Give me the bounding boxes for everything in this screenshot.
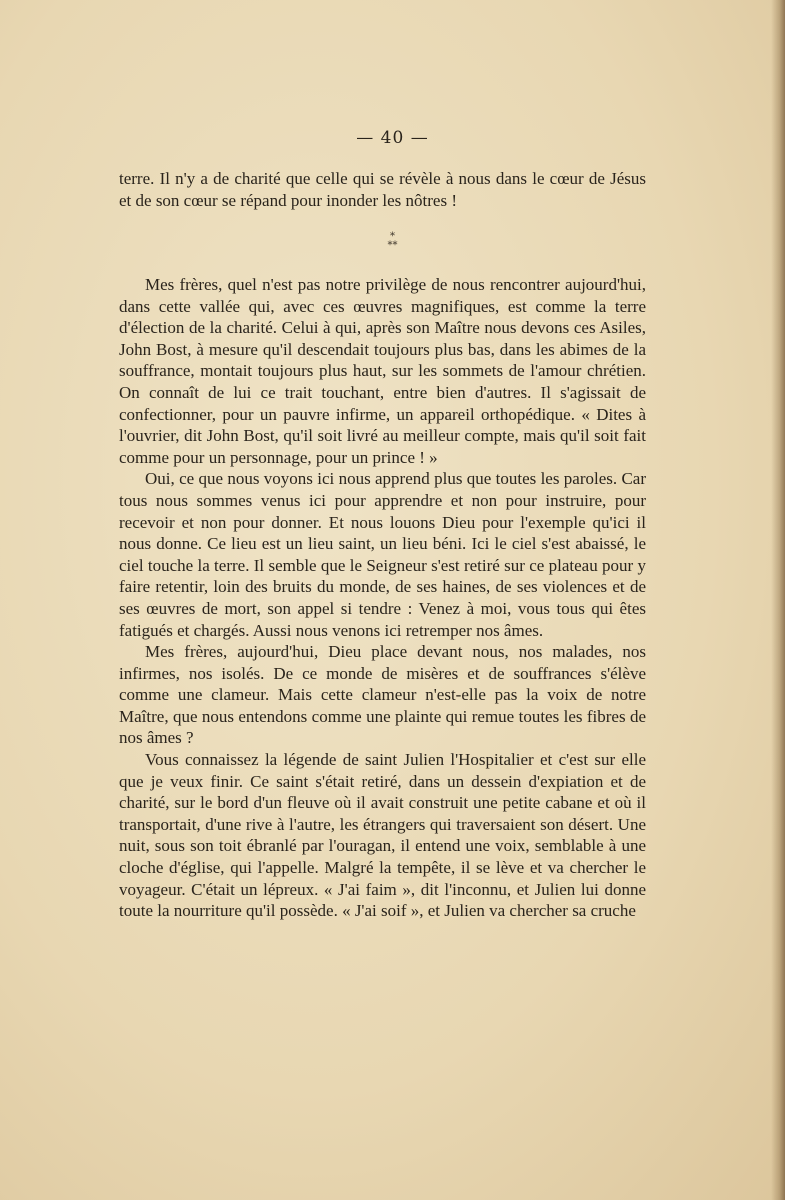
paragraph-malades: Mes frères, aujourd'hui, Dieu place devant nous, nos malades, nos infirmes, nos isolés. De ce monde de misères et de souffrances s'élève comme une clameur. Mais cette clameur n'est-elle pas la voix de notre Maître, que nous entendons comme une plainte qui remue toutes les fibres de nos âmes ?: [119, 642, 646, 748]
paragraph-saint-julien: Vous connaissez la légende de saint Julien l'Hospitalier et c'est sur elle que je veux finir. Ce saint s'était retiré, dans un dessein d'expiation et de charité, sur le bord d'un fleuve où il avait construit une petite cabane et où il transportait, d'une rive à l'autre, les étrangers qui traversaient son désert. Une nuit, sous son toit ébranlé par l'ouragan, il entend une voix, semblable à une cloche d'église, qui l'appelle. Malgré la tempête, il se lève et va chercher le voyageur. C'était un lépreux. « J'ai faim », dit l'inconnu, et Julien lui donne toute la nourriture qu'il possède. « J'ai soif », et Julien va chercher sa cruche: [119, 750, 646, 921]
asterism-separator: [0, 232, 785, 250]
lead-text-block: [119, 168, 646, 211]
page-edge-shadow: [771, 0, 785, 1200]
paragraph-john-bost: Mes frères, quel n'est pas notre privilège de nous rencontrer aujourd'hui, dans cette vallée qui, avec ces œuvres magnifiques, est comme la terre d'élection de la charité. Celui à qui, après son Maître nous devons ces Asiles, John Bost, à mesure qu'il descendait toujours plus bas, dans les abimes de la souffrance, montait toujours plus haut, sur les sommets de l'amour chrétien. On connaît de lui ce trait touchant, entre bien d'autres. Il s'agissait de confectionner, pour un pauvre infirme, un appareil orthopédique. « Dites à l'ouvrier, dit John Bost, qu'il soit livré au meilleur compte, mais qu'il soit fait comme pour un personnage, pour un prince ! »: [119, 275, 646, 467]
paragraph-lieu-saint: Oui, ce que nous voyons ici nous apprend plus que toutes les paroles. Car tous nous sommes venus ici pour apprendre et non pour instruire, pour recevoir et non pour donner. Et nous louons Dieu pour l'exemple qu'ici il nous donne. Ce lieu est un lieu saint, un lieu béni. Ici le ciel s'est abaissé, le ciel touche la terre. Il semble que le Seigneur s'est retiré sur ce plateau pour y faire retentir, loin des bruits du monde, de ses haines, de ses violences et de ses œuvres de mort, son appel si tendre : Venez à moi, vous tous qui êtes fatigués et chargés. Aussi nous venons ici retremper nos âmes.: [119, 469, 646, 640]
lead-paragraph: terre. Il n'y a de charité que celle qui se révèle à nous dans le cœur de Jésus et de son cœur se répand pour inonder les nôtres !: [119, 169, 646, 210]
page-number: — 40 —: [356, 128, 429, 148]
asterism-top: *: [390, 231, 395, 242]
asterism-bottom: **: [387, 240, 398, 251]
body-text-block: [119, 274, 646, 922]
